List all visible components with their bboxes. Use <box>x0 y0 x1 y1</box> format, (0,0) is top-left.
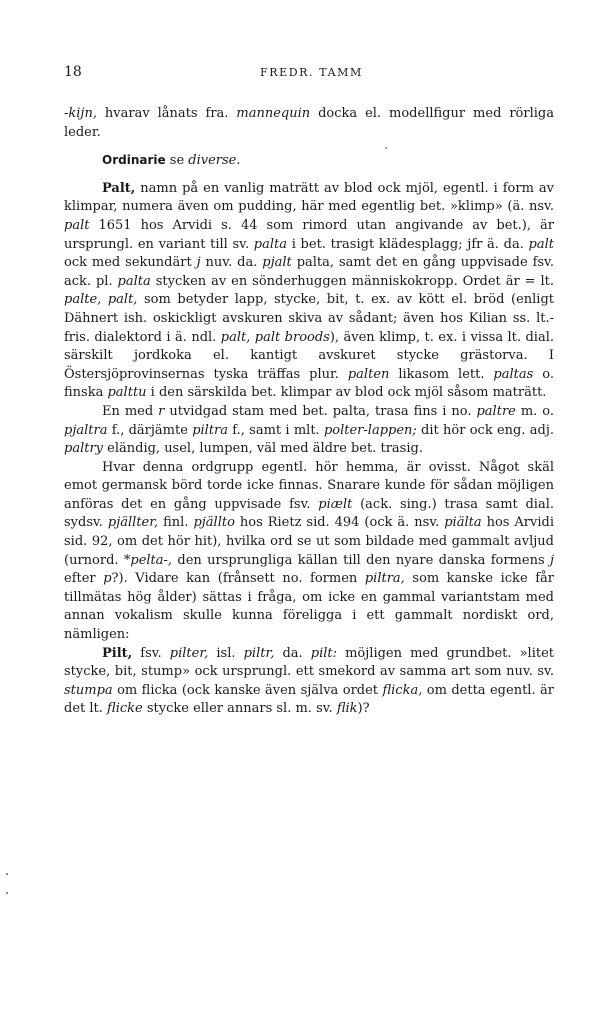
term: polter-lappen; <box>323 422 417 438</box>
term: piltr, <box>243 645 275 661</box>
text-segment: )? <box>357 701 370 717</box>
text-segment: 1651 hos Arvidi s. 44 som rimord utan angivande av bet.), är ursprungl. en variant till sv. <box>64 217 554 252</box>
text-segment: namn på en vanlig maträtt av blod ock mjöl, egentl. i form av klimpar, numera även om pudding, här med egentlig bet. »klimp» (ä. nsv. <box>64 180 554 215</box>
text-segment: Hvar denna ordgrupp egentl. hör hemma, är ovisst. Något skäl emot germansk börd torde icke finnas. Snarare kunde för sådan möjligen anföras det en gång uppvisade fsv. <box>64 459 554 512</box>
page-header <box>64 64 556 84</box>
text-segment: utvidgad stam med bet. palta, trasa fins i no. <box>164 403 477 419</box>
text-segment: (ack. sing.) trasa samt dial. sydsv. <box>64 496 555 531</box>
text-segment: om detta egentl. är det lt. <box>64 682 554 717</box>
text-segment: ), även klimp, t. ex. i vissa lt. dial. särskilt jordkoka el. kantigt avskuret stycke grästorva. I Östersjöprovinsernas tyska träffas plur. <box>64 329 554 382</box>
term: palta <box>253 236 288 252</box>
term: piælt <box>318 496 353 512</box>
paragraph-pilt <box>64 645 554 719</box>
cross-reference: diverse. <box>188 153 241 169</box>
term: flik <box>336 701 358 717</box>
headword-ordinarie: Ordinarie <box>102 153 166 168</box>
term: j <box>196 255 201 271</box>
text-segment: som betyder lapp, stycke, bit, t. ex. av kött el. bröd (enligt Dähnert ish. oskickligt avskuren skiva av sådant; även hos Kilian ss. lt.-fris. dialektord i ä. ndl. <box>64 292 554 345</box>
text-segment: den ursprungliga källan till den nyare danska formens <box>172 552 550 568</box>
term: stumpa <box>64 682 113 698</box>
text-segment: om flicka (ock kanske även själva ordet <box>112 682 383 698</box>
paragraph-palt <box>64 180 554 403</box>
term: palt, palt broods <box>220 329 330 345</box>
term: piälta <box>444 515 482 531</box>
text-segment: ?). Vidare kan (frånsett no. formen <box>111 571 365 587</box>
text-segment: stycken av en sönderhuggen människokropp. Ordet är = lt. <box>150 273 554 289</box>
term: pilt: <box>310 645 338 661</box>
paragraph-ordinarie <box>64 151 554 171</box>
term: pjällter, <box>107 515 159 531</box>
headword-pilt: Pilt, <box>102 645 133 661</box>
text-segment: se <box>165 153 189 169</box>
text-segment: likasom lett. <box>389 366 494 382</box>
text-segment: isl. <box>208 645 244 661</box>
term: palttu <box>107 385 147 401</box>
text-segment: finl. <box>158 515 194 531</box>
page-number: 18 <box>64 64 82 80</box>
text-segment: docka el. modellfigur med rörliga leder. <box>64 106 554 140</box>
text-segment: da. <box>274 645 311 661</box>
term: *pelta-, <box>123 552 173 568</box>
text-segment: som kanske icke får tillmätas hög ålder) sättas i fråga, om icke en gammal variantstam med annan vokalism skulle kunna föreligga i ett gammalt nordiskt ord, nämligen: <box>64 571 554 643</box>
term: palten <box>347 366 390 382</box>
term-mannequin: mannequin <box>236 106 311 121</box>
text-segment: i bet. trasigt klädesplagg; jfr ä. da. <box>287 236 529 252</box>
term: pilter, <box>169 645 209 661</box>
text-segment: efter <box>64 571 104 587</box>
text-segment: dit hör ock eng. adj. <box>416 422 554 438</box>
paragraph-origin <box>64 459 554 645</box>
term: flicka, <box>382 682 423 698</box>
term: palta <box>117 273 151 289</box>
scan-speck <box>6 892 8 894</box>
term: paltry <box>64 441 104 457</box>
text-segment: palta, samt det en gång uppvisade fsv. ack. pl. <box>64 255 554 289</box>
paragraph-r-stem <box>64 403 554 459</box>
body-text <box>64 105 554 719</box>
term: pjalt <box>262 255 292 271</box>
term: p <box>103 571 112 587</box>
text-segment: f., samt i mlt. <box>228 422 324 438</box>
scan-speck <box>385 147 387 149</box>
text-segment: hvarav lånats fra. <box>96 106 237 121</box>
text-segment: hos Arvidi sid. 92, om det hör hit), hvilka ord se ut som bildade med gammalt avljud (urnord. <box>64 515 554 568</box>
text-segment: i den särskilda bet. klimpar av blod ock mjöl såsom maträtt. <box>146 385 547 401</box>
term: piltra, <box>364 571 405 587</box>
term: pjaltra <box>64 422 108 438</box>
term: piltra <box>192 422 229 438</box>
paragraph-kijn <box>64 105 554 142</box>
text-segment: hos Rietz sid. 494 (ock ä. nsv. <box>234 515 445 531</box>
term: paltas <box>493 366 534 382</box>
term: j <box>549 552 554 568</box>
term: palt <box>64 217 90 233</box>
text-segment: ock med sekundärt <box>64 255 197 271</box>
term: pjällto <box>193 515 235 531</box>
scan-speck <box>6 873 8 875</box>
text-segment: möjligen med grundbet. »litet stycke, bit, stump» ock ursprungl. ett smekord av samma art som nuv. sv. <box>64 645 554 680</box>
text-segment: nuv. da. <box>200 255 263 271</box>
text-segment: fsv. <box>132 645 170 661</box>
running-head: FREDR. TAMM <box>260 66 363 79</box>
text-segment: stycke eller annars sl. m. sv. <box>142 701 337 717</box>
term: paltre <box>476 403 516 419</box>
term: r <box>158 403 165 419</box>
term: palt <box>528 236 554 252</box>
text-segment: En med <box>102 403 159 419</box>
term: flicke <box>107 701 143 717</box>
text-segment: f., därjämte <box>107 422 193 438</box>
term-kijn: -kijn, <box>64 106 97 121</box>
text-segment: o. finska <box>64 366 554 401</box>
text-segment: m. o. <box>515 403 554 419</box>
text-segment: eländig, usel, lumpen, väl med äldre bet. trasig. <box>103 441 423 457</box>
term: palte, palt, <box>64 292 138 308</box>
headword-palt: Palt, <box>102 180 136 196</box>
